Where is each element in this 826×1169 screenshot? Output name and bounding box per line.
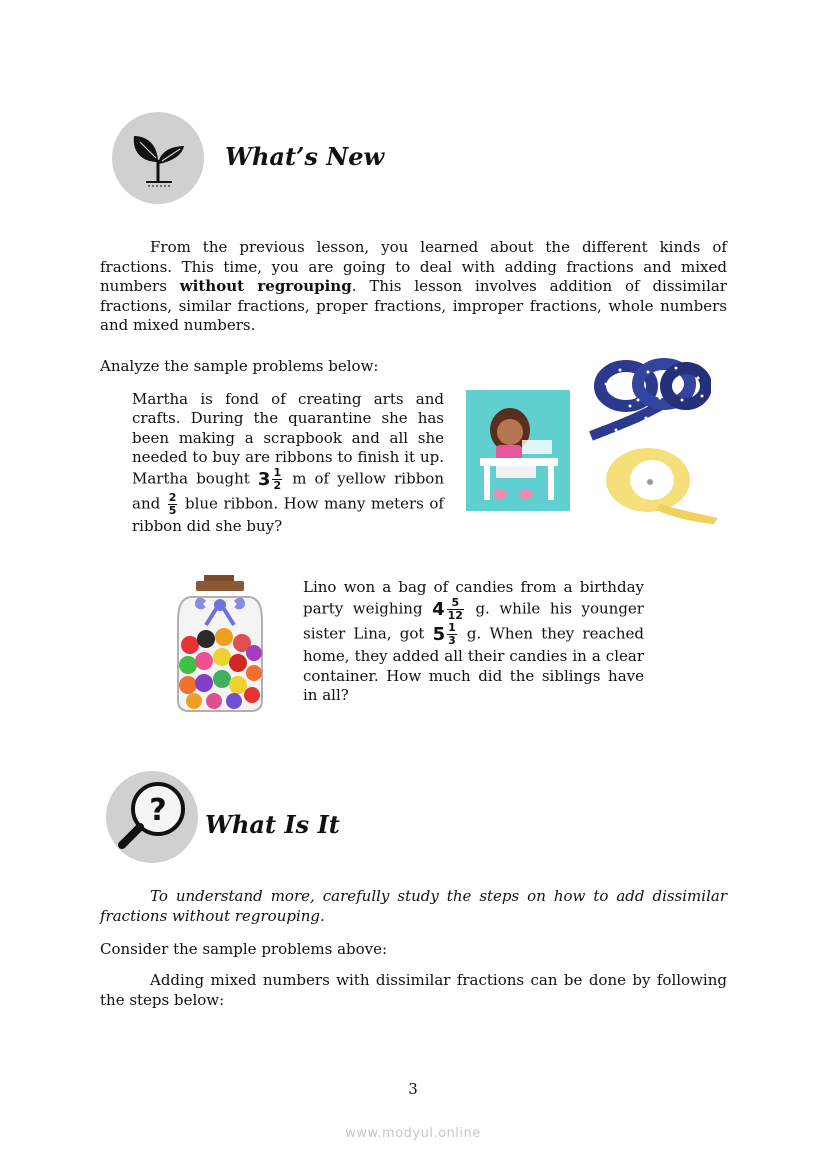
page-number: 3 xyxy=(408,1080,418,1098)
problem-2-text-b: g. while his younger sister Lina, got xyxy=(303,599,644,643)
problem-2-text xyxy=(303,578,644,705)
problem-2-whole-1: 4 xyxy=(432,599,445,621)
numerator: 2 xyxy=(168,491,177,505)
problem-1-text-c: blue ribbon. How many meters of ribbon did she buy? xyxy=(132,494,444,536)
numerator: 1 xyxy=(273,466,282,480)
problem-1-text-b: m of yellow ribbon and xyxy=(132,469,444,513)
problem-1-text-a: Martha is fond of creating arts and crafts. During the quarantine she has been making a scrapbook and all she needed to buy are ribbons to finish it up. Martha bought xyxy=(132,390,444,488)
yellow-ribbon-image xyxy=(600,444,722,526)
steps-paragraph xyxy=(100,971,727,1010)
intro-text-1: From the previous lesson, you learned about the different kinds of fractions. This time, you are going to deal with adding fractions and mixed numbers xyxy=(100,238,727,295)
blue-ribbon-image xyxy=(586,356,711,442)
svg-text:?: ? xyxy=(149,793,167,828)
girl-crafting-image xyxy=(466,390,570,511)
steps-text: Adding mixed numbers with dissimilar fractions can be done by following the steps below: xyxy=(100,971,727,1009)
problem-2-fraction-2 xyxy=(447,622,457,647)
problem-2-text-c: g. When they reached home, they added all their candies in a clear container. How much did the siblings have in all? xyxy=(303,624,644,704)
analyze-text: Analyze the sample problems below: xyxy=(100,357,379,375)
section-title-whats-new: What’s New xyxy=(225,142,385,171)
problem-1-text xyxy=(132,390,444,536)
denominator: 3 xyxy=(448,634,456,648)
intro-bold-text: without regrouping xyxy=(179,277,352,295)
problem-2-fraction-1 xyxy=(447,597,464,622)
problem-1-fraction-2 xyxy=(168,492,178,517)
consider-text: Consider the sample problems above: xyxy=(100,940,388,958)
footer-watermark: www.modyul.online xyxy=(345,1126,481,1141)
numerator: 1 xyxy=(448,621,456,635)
section-title-what-is-it: What Is It xyxy=(205,810,340,839)
problem-2-text-a: Lino won a bag of candies from a birthday party weighing xyxy=(303,578,644,618)
intro-text-2: . This lesson involves addition of dissimilar fractions, similar fractions, proper fractions, improper fractions, whole numbers and mixed numbers. xyxy=(100,277,727,334)
understand-paragraph xyxy=(100,887,727,926)
denominator: 12 xyxy=(447,609,463,623)
denominator: 5 xyxy=(168,504,177,518)
problem-1-whole-1: 3 xyxy=(257,469,271,491)
intro-paragraph xyxy=(100,238,727,336)
candy-jar-image xyxy=(176,573,264,713)
plant-sprout-icon xyxy=(112,112,204,204)
magnifier-question-icon xyxy=(106,771,198,863)
problem-2-whole-2: 5 xyxy=(432,624,446,646)
problem-1-fraction-1 xyxy=(272,467,282,492)
understand-text: To understand more, carefully study the steps on how to add dissimilar fractions without regrouping. xyxy=(100,887,727,925)
denominator: 2 xyxy=(273,479,282,493)
numerator: 5 xyxy=(447,597,464,610)
